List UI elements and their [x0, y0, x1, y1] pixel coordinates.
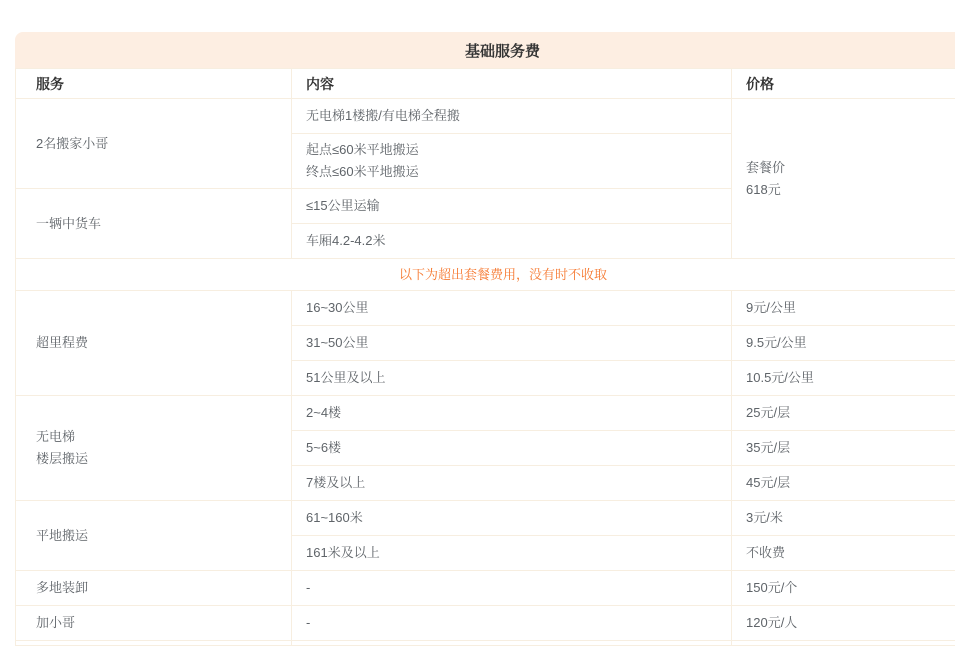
price-cell: 9.5元/公里	[732, 326, 955, 361]
content-cell: 车厢4.2-4.2米	[292, 224, 732, 259]
service-cell-stairs	[16, 396, 292, 501]
service-cell-truck: 一辆中货车	[16, 189, 292, 259]
column-header-price: 价格	[732, 69, 955, 99]
content-cell: 2~4楼	[292, 396, 732, 431]
content-cell: 5~6楼	[292, 431, 732, 466]
price-cell: 45元/层	[732, 466, 955, 501]
service-line: 楼层搬运	[36, 448, 291, 470]
content-cell: 31~50公里	[292, 326, 732, 361]
content-cell: 16~30公里	[292, 291, 732, 326]
content-line: 终点≤60米平地搬运	[306, 161, 731, 183]
table-title-band	[15, 32, 955, 68]
pricing-table-container	[15, 32, 955, 646]
content-cell: 7楼及以上	[292, 466, 732, 501]
table-title: 基础服务费	[465, 40, 540, 61]
content-cell: -	[292, 606, 732, 641]
table-row	[16, 396, 955, 431]
price-cell: 35元/层	[732, 431, 955, 466]
content-cell	[292, 134, 732, 189]
content-cell: 51公里及以上	[292, 361, 732, 396]
table-row	[16, 606, 955, 641]
service-cell-flat-carry: 平地搬运	[16, 501, 292, 571]
content-line: 起点≤60米平地搬运	[306, 139, 731, 161]
content-cell: -	[292, 571, 732, 606]
service-cell-extra-mileage: 超里程费	[16, 291, 292, 396]
service-cell-movers: 2名搬家小哥	[16, 99, 292, 189]
price-cell: 120元/人	[732, 606, 955, 641]
service-cell-extra-worker: 加小哥	[16, 606, 292, 641]
cut-off-row	[16, 641, 955, 646]
content-cell: 61~160米	[292, 501, 732, 536]
table-row	[16, 501, 955, 536]
service-line: 无电梯	[36, 426, 291, 448]
content-cell: 无电梯1楼搬/有电梯全程搬	[292, 99, 732, 134]
price-cell: 150元/个	[732, 571, 955, 606]
column-header-content: 内容	[292, 69, 732, 99]
price-cell-package	[732, 99, 955, 259]
price-cell: 10.5元/公里	[732, 361, 955, 396]
package-price-value: 618元	[746, 179, 955, 201]
notice-row	[16, 259, 955, 291]
content-cell: ≤15公里运输	[292, 189, 732, 224]
price-cell: 3元/米	[732, 501, 955, 536]
service-cell-multi-stop: 多地装卸	[16, 571, 292, 606]
column-header-service: 服务	[16, 69, 292, 99]
extra-fees-notice: 以下为超出套餐费用，没有时不收取	[16, 259, 955, 291]
table-row	[16, 99, 955, 134]
pricing-table	[15, 68, 955, 646]
price-cell: 不收费	[732, 536, 955, 571]
price-cell: 9元/公里	[732, 291, 955, 326]
header-row	[16, 69, 955, 99]
table-row	[16, 571, 955, 606]
table-row	[16, 291, 955, 326]
empty-cell	[732, 641, 955, 646]
content-cell: 161米及以上	[292, 536, 732, 571]
package-price-label: 套餐价	[746, 157, 955, 179]
empty-cell	[292, 641, 732, 646]
price-cell: 25元/层	[732, 396, 955, 431]
empty-cell	[16, 641, 292, 646]
